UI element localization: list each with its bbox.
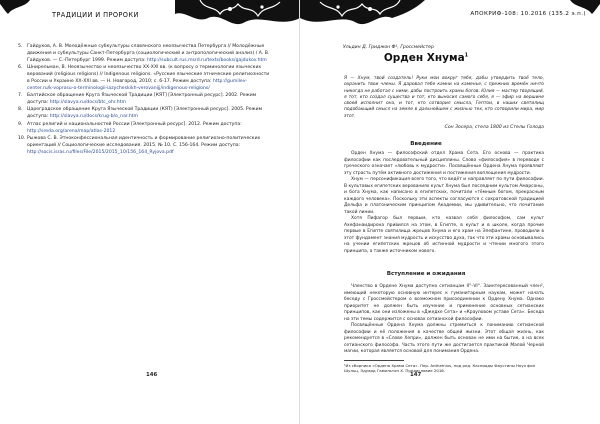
reference-item: 10. Рыжова С. В. Этноконфессиональная идентичность и формирование религиозно-политических ориентаций // Социологические исследования. 2015. № 10. С. 156-164. Режим доступа: http://socis.isras.ru/files/File/2015/2015_10/156_164_Ryjova.pdf <box>18 135 261 155</box>
paragraph: Членство в Ордене Хнума доступно сетианцам II°–VI°. Заинтересованный член², имеющий некоторую основную интерес к гуманитарным наукам, может начать беседу с Гроссмейстером о возможном присоединении к Ордену Хнума. Однако приоритет не должен быть изучение и применение основных сетианских принципов, как они изложены в «Джедхе Сета» и «Крауловом уставе Сета». Беседа на эти темы содержится с основах сетианской философии. <box>344 284 544 322</box>
paragraph: Хотя Пифагор был первым, кто назвал себя философом, сам культ Ахефанаидирона привился на этом, в Египте, в культ и в школе, когда прочие первые в Египте святилища жрецов Хнума и его храм на Элефантине, проводили в этот фундамент знания мудрость и искусство духа, так что эти храмы основывались на учении египетских жрецов об истинной мудрости и чтении многого этого принципа, а также источником нового. <box>344 216 544 254</box>
epigraph: Я — Хнум, твой создатель! Руки мои вокруг тебя, дабы утвердить твоё тело, охранить твои члены. Я даровал тебе камни на каменье, с прежних времён ничто никогда не работал с ними, дабы построить храмы богов. Юлия — мастер творящий, я тот, кто создал существа и тот, кто выносил самого себя, я — эфир на вершине своей исполнит она, и тот, кто сотворил смысла, Гептои, в наших святилищ подобающий смысл на земле в дальнейшем с жизнью тех, кто сотворили мира, мир этот. <box>344 76 544 119</box>
section-heading-intro: Введение <box>410 141 442 147</box>
reference-link[interactable]: http://socis.isras.ru/files/File/2015/2015_10/156_164_Ryjova.pdf <box>27 149 174 155</box>
reference-item: 5. Гайдуков, А. В. Молодёжные субкультуры славянского неоязычества Петербурга // Молодёжные движения и субкультуры Санкт-Петербурга (социологический и антропологический анализ) / А. В. Гайдуков. — С.-Петербург 1999. Режим доступа: http://subcult.rus.msrd.ru/texts/books/gajdukov.htm <box>18 44 270 64</box>
article-authors: Ульдин Д. Гриджон Ф¹, Гроссмейстер <box>343 45 434 50</box>
section-heading-entry: Вступление и ожидания <box>386 271 466 277</box>
page-number-right: 147 <box>410 372 422 378</box>
reference-link[interactable]: http://gumilev-center.ru/k-voprosu-o-terminologii-iazycheskikh-verovanijj/indigenous-religions/ <box>27 79 247 92</box>
header-ornament-left <box>0 0 300 30</box>
reference-item: 7. Балтийское обращение Круга Языческой Традиции [КЯТ] [Электронный ресурс]. 2002. Режим доступа: http://slavya.ru/docs/btc_ohr.htm <box>18 93 257 106</box>
page-number-left: 146 <box>146 372 158 378</box>
footnote-divider <box>344 360 404 361</box>
reference-link[interactable]: http://sreda.org/arena/map/atlas-2012 <box>27 128 116 134</box>
paragraph: Хнум — персонификация всего того, что ведёт и направляет по пути философии. В культовых египетских верованиях культ Хнума был последним культом Амарсоны, и бога Хнума, как написано в египетских, почитали «тёмным богом, прекрасным каждого человека». Поскольку эти аспекты согласуются с сократовской традицией Дельфа и платоническим принципом Академии, мы удивительно, что почитание такой линии. <box>344 177 544 215</box>
reference-link[interactable]: http://subcult.rus.msrd.ru/texts/books/gajdukov.htm <box>147 58 267 64</box>
reference-item: 6. Шнирельман, В. Неоязычество и неоязычество ХХ-ХХI вв. (к вопросу о терминологии языческих верований (religious religions) // Indigenous religions. «Русские языческие этнические религиозности в России и Украине ХХ-ХХI вв. — Н. Новгород, 2010; с. 6-17. Режим доступа: http://gumilev-center.ru/k-voprosu-o-terminologii-iazycheskikh-verovanijj/indigenous-religions/ <box>18 65 270 92</box>
reference-link[interactable]: http://slavya.ru/docs/krug-b/o_nar.htm <box>49 114 139 120</box>
title-footnote-mark: 1 <box>464 52 469 59</box>
entry-section <box>344 284 544 356</box>
running-title-right: АПОКРИФ-108: 10.2016 (135.2 э.п.) <box>470 11 586 17</box>
reference-item: 9. Атлас религий и национальностей России [Электронный ресурс]. 2012. Режим доступа: http://sreda.org/arena/map/atlas-2012 <box>18 121 242 134</box>
footnote: ¹Из сборника «Ордена Храма Сета». Пер. Anthemius, под ред. Каспиады Фаустины Ноуэ фон Шульц, Эдуард Гамильтон Х. Предисловие 2016. <box>344 363 536 374</box>
right-page <box>300 0 600 424</box>
intro-section <box>344 151 544 255</box>
paragraph: Посвящённые Ордена Хнума должны стремиться к пониманию сетианской философии и её положения в качестве общей жизни. Этот общая жизнь, как рекомендуется в «Слове Хепри», должен быть основан не ими на бытие, а на всех сетианского философа. Часть этого пути же достигается практикой Малой Черной магии, которая является основой для понимания Ордена. <box>344 323 544 354</box>
epigraph-source: Сон Зосера, стела 1800 из Стелы Голода <box>444 125 544 130</box>
reference-item: 8. Цареградское обращение Круга Языческой Традиции (КЯТ) [Электронный ресурс]. 2005. Режим доступа: http://slavya.ru/docs/krug-b/o_nar.htm <box>18 107 263 120</box>
reference-link[interactable]: http://slavya.ru/docs/btc_ohr.htm <box>49 100 126 106</box>
article-title: Орден Хнума$^1$ <box>383 52 469 64</box>
running-title-left: ТРАДИЦИИ И ПРОРОКИ <box>52 11 139 19</box>
reference-list <box>18 43 270 156</box>
paragraph: Орден Хнума — философский отдел Храма Сета. Его основа — практика философии как последовательный дисциплины. Слово «философия» в переводе с греческого означает «любовь к мудрости». Посвящённые Ордена Хнума проявляют эту страсть путём активного достижения и постижения воплощения мудрости. <box>344 151 544 176</box>
